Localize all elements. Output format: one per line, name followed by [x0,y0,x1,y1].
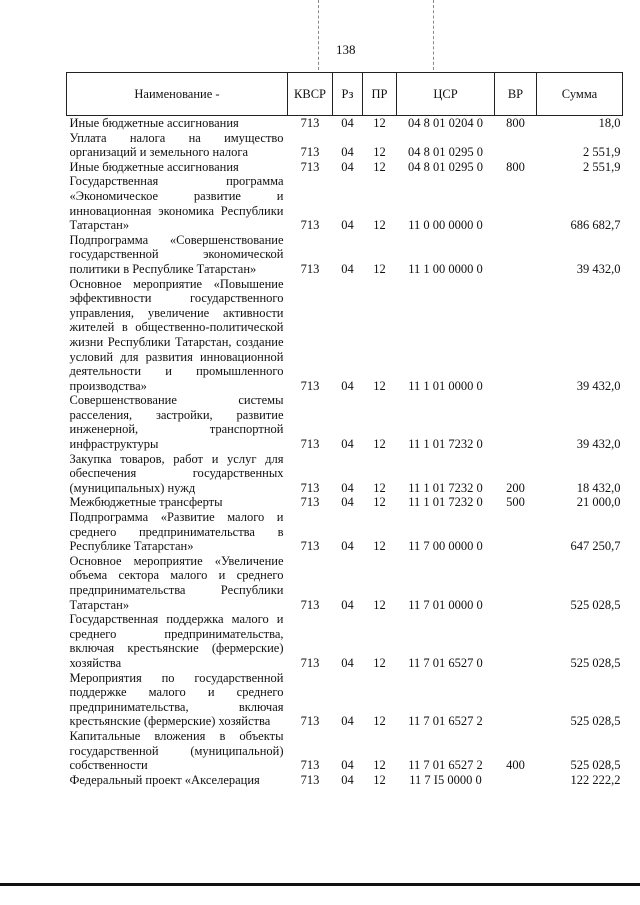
header-sum: Сумма [537,73,623,116]
row-sum: 525 028,5 [570,597,621,612]
table-row [67,452,623,496]
row-rz: 04 [341,145,354,160]
row-kvsr: 713 [300,159,320,174]
row-sum: 39 432,0 [576,261,621,276]
row-rz: 04 [341,772,354,787]
header-vr: ВР [495,73,537,116]
row-pr: 12 [373,437,386,452]
row-rz: 04 [341,218,354,233]
row-kvsr: 713 [300,495,320,510]
budget-table [66,72,623,787]
row-pr: 12 [373,758,386,773]
table-row [67,671,623,729]
row-vr [495,174,537,232]
table-row [67,729,623,773]
row-pr: 12 [373,597,386,612]
header-csr: ЦСР [397,73,495,116]
row-sum: 39 432,0 [576,378,621,393]
row-pr: 12 [373,714,386,729]
row-name: Государственная поддержка малого и среднего предпринимательства, включая крестьянские (фермерские) хозяйства [69,612,284,670]
row-sum: 2 551,9 [583,145,621,160]
row-kvsr: 713 [300,480,320,495]
row-pr: 12 [373,145,386,160]
row-rz: 04 [341,597,354,612]
row-sum: 122 222,2 [570,772,621,787]
row-vr: 400 [506,758,525,773]
row-kvsr: 713 [300,597,320,612]
row-csr: 11 7 I5 0000 0 [409,772,482,787]
row-vr: 800 [506,116,525,130]
row-name: Закупка товаров, работ и услуг для обеспечения государственных (муниципальных) нужд [69,451,284,495]
row-kvsr: 713 [300,261,320,276]
row-sum: 647 250,7 [570,539,621,554]
scan-artifact-line [318,0,319,70]
row-vr [495,393,537,451]
row-rz: 04 [341,378,354,393]
row-csr: 11 7 01 6527 0 [408,655,483,670]
row-sum: 2 551,9 [583,159,621,174]
row-pr: 12 [373,378,386,393]
table-row [67,233,623,277]
row-name: Уплата налога на имущество организаций и земельного налога [69,130,284,160]
row-rz: 04 [341,480,354,495]
table-row [67,612,623,670]
row-pr: 12 [373,218,386,233]
row-rz: 04 [341,437,354,452]
row-pr: 12 [373,772,386,787]
header-pr: ПР [363,73,397,116]
row-vr [495,510,537,554]
row-name: Иные бюджетные ассигнования [69,159,239,174]
row-csr: 04 8 01 0295 0 [408,145,483,160]
table-row [67,510,623,554]
row-name: Межбюджетные трансферты [69,495,223,510]
row-csr: 11 7 01 6527 2 [408,758,483,773]
table-row [67,277,623,394]
row-csr: 04 8 01 0295 0 [408,159,483,174]
table-row [67,116,623,131]
row-pr: 12 [373,159,386,174]
row-name: Иные бюджетные ассигнования [69,116,239,130]
row-name: Государственная программа «Экономическое развитие и инновационная экономика Республики Татарстан» [69,174,284,233]
budget-table-container [66,72,622,787]
row-rz: 04 [341,495,354,510]
row-name: Совершенствование системы расселения, застройки, развитие инженерной, транспортной инфраструктуры [69,393,284,452]
row-pr: 12 [373,116,386,130]
row-csr: 11 7 01 6527 2 [408,714,483,729]
row-vr: 200 [506,480,525,495]
row-csr: 11 7 00 0000 0 [408,539,483,554]
row-sum: 18 432,0 [576,480,621,495]
row-pr: 12 [373,539,386,554]
row-csr: 11 1 01 7232 0 [408,495,483,510]
row-kvsr: 713 [300,772,320,787]
row-sum: 21 000,0 [576,495,621,510]
header-name: Наименование - [67,73,288,116]
row-vr [495,131,537,160]
row-rz: 04 [341,261,354,276]
row-name: Подпрограмма «Совершенствование государственной экономической политики в Республике Татарстан» [69,232,284,276]
row-kvsr: 713 [300,758,320,773]
row-vr: 800 [506,159,525,174]
row-sum: 525 028,5 [570,655,621,670]
row-vr [495,671,537,729]
row-rz: 04 [341,714,354,729]
row-vr [495,554,537,612]
row-vr: 500 [506,495,525,510]
row-name: Мероприятия по государственной поддержке малого и среднего предпринимательства, включая крестьянские (фермерские) хозяйства [69,670,284,729]
row-name: Капитальные вложения в объекты государственной (муниципальной) собственности [69,728,284,773]
row-csr: 11 0 00 0000 0 [408,218,483,233]
row-rz: 04 [341,539,354,554]
table-row [67,495,623,510]
row-pr: 12 [373,495,386,510]
scan-bottom-edge [0,883,640,886]
row-name: Федеральный проект «Акселерация [69,772,260,787]
row-rz: 04 [341,758,354,773]
row-sum: 525 028,5 [570,758,621,773]
row-vr [495,773,537,788]
row-rz: 04 [341,655,354,670]
page-number: 138 [336,42,356,57]
table-row [67,174,623,232]
row-pr: 12 [373,261,386,276]
row-name: Основное мероприятие «Увеличение объема сектора малого и среднего предпринимательства Республики Татарстан» [69,553,284,612]
row-name: Подпрограмма «Развитие малого и среднего предпринимательства в Республике Татарстан» [69,510,284,554]
row-vr [495,277,537,394]
header-kvsr: КВСР [288,73,333,116]
row-kvsr: 713 [300,218,320,233]
row-kvsr: 713 [300,539,320,554]
row-kvsr: 713 [300,145,320,160]
table-body [67,116,623,788]
scan-artifact-line [433,0,434,70]
table-row [67,393,623,451]
row-rz: 04 [341,116,354,130]
row-sum: 525 028,5 [570,714,621,729]
row-kvsr: 713 [300,437,320,452]
row-pr: 12 [373,655,386,670]
row-sum: 39 432,0 [576,437,621,452]
row-vr [495,612,537,670]
table-row [67,773,623,788]
header-rz: Рз [333,73,363,116]
table-row [67,554,623,612]
row-csr: 11 1 01 7232 0 [408,437,483,452]
row-vr [495,233,537,277]
row-sum: 686 682,7 [570,218,621,233]
row-kvsr: 713 [300,714,320,729]
row-csr: 11 1 00 0000 0 [408,261,483,276]
row-name: Основное мероприятие «Повышение эффективности государственного управления, увеличение активности жителей в общественно-политической жизни Республики Татарстан, создание условий для развития инновационной деятельности и промышленного производства» [69,276,284,393]
table-header-row [67,73,623,116]
row-csr: 11 1 01 0000 0 [408,378,483,393]
table-row [67,131,623,160]
row-kvsr: 713 [300,378,320,393]
row-csr: 11 1 01 7232 0 [408,480,483,495]
row-rz: 04 [341,159,354,174]
table-row [67,160,623,175]
row-kvsr: 713 [300,116,320,130]
row-sum: 18,0 [598,116,621,130]
row-csr: 04 8 01 0204 0 [408,116,483,130]
row-kvsr: 713 [300,655,320,670]
row-csr: 11 7 01 0000 0 [408,597,483,612]
row-pr: 12 [373,480,386,495]
